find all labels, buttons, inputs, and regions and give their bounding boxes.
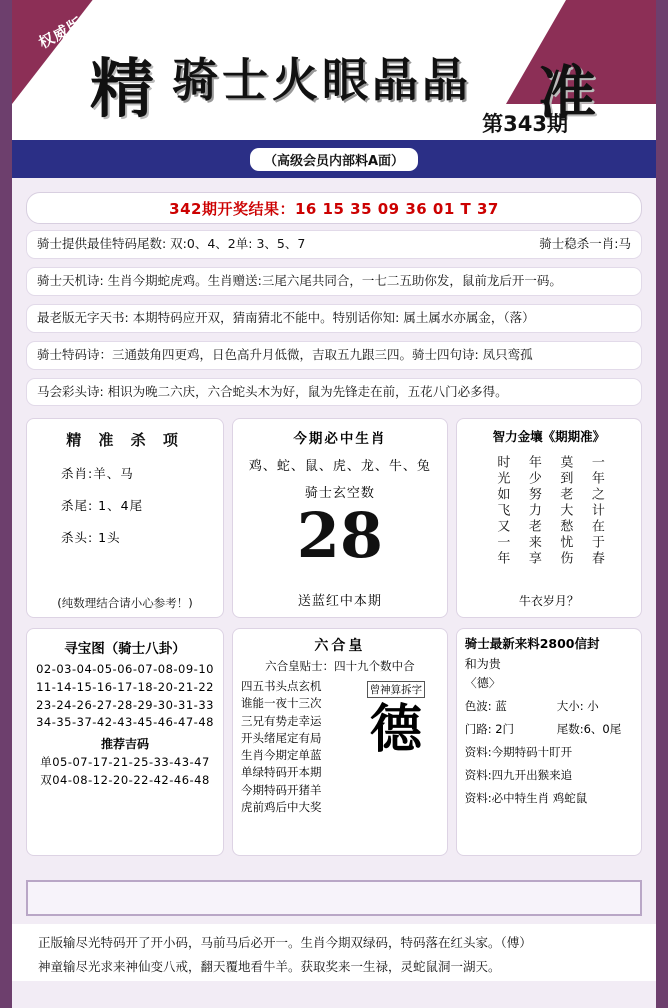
treasure-number-line: 34-35-37-42-43-45-46-47-48 (36, 715, 214, 730)
info-row (26, 230, 642, 259)
middle-panels (26, 418, 642, 618)
info-row-right: 骑士稳杀一肖:马 (539, 236, 631, 251)
blank-strip-fill (28, 882, 640, 914)
header-big-char: 精 (90, 52, 154, 127)
lucky-zodiac-list: 鸡、蛇、鼠、虎、龙、牛、兔 (248, 459, 431, 474)
poster-header (12, 0, 656, 140)
poem-column: 时光如飞又一年 (494, 455, 510, 567)
poem-column: 莫到老大愁忧伤 (557, 455, 573, 567)
liuhehuang-title: 六合皇 (314, 638, 366, 654)
info-row-left: 骑士天机诗: 生肖今期蛇虎鸡。生肖赠送:三尾六尾共同合，一七二五助你发，鼠前龙后开一码。 (37, 272, 562, 288)
gate-value: 门路: 2门 (464, 721, 515, 736)
color-wave-value: 色波: 蓝 (464, 698, 507, 713)
info-row (26, 267, 642, 296)
latest-material-brace: 〈德〉 (464, 675, 501, 690)
lucky-panel-footer: 送蓝红中本期 (297, 594, 382, 609)
verse-line: 虎前鸡后中大奖 (241, 799, 322, 814)
info-row (26, 378, 642, 407)
recommended-numbers-title: 推荐吉码 (101, 737, 150, 752)
kill-tail-line: 杀尾: 1、4尾 (61, 498, 144, 513)
verse-line: 开头绪尾定有局 (241, 730, 322, 745)
wisdom-poem-title: 智力金壤《期期准》 (492, 429, 606, 444)
liuhehuang-verses (241, 678, 353, 816)
treasure-map-panel (26, 628, 224, 856)
material-line: 资料:必中特生肖 鸡蛇鼠 (464, 790, 588, 805)
xuankong-number: 28 (296, 499, 384, 572)
treasure-number-line: 23-24-26-27-28-29-30-31-33 (36, 697, 214, 712)
liuhehuang-panel (232, 628, 448, 856)
poem-column: 年少努力老来享 (525, 455, 541, 567)
recommended-even-line: 双04-08-12-20-22-42-46-48 (40, 773, 210, 788)
kill-head-line: 杀头: 1头 (61, 530, 121, 545)
xuankong-label: 骑士玄空数 (304, 486, 375, 501)
material-line: 资料:今期特码十盯开 (464, 744, 573, 759)
verse-line: 生肖今期定单蓝 (241, 748, 322, 762)
verse-line: 谁能一夜十三次 (241, 696, 322, 711)
lucky-zodiac-panel (232, 418, 448, 618)
member-subtitle: （高级会员内部料A面） (250, 148, 418, 171)
wisdom-poem-footer: 牛衣岁月？ (518, 594, 579, 608)
wisdom-poem-columns (465, 455, 633, 580)
poem-column: 一年之计在于春 (588, 455, 604, 567)
footer-line: 神童输尽光求来神仙变八戒，翻天覆地看牛羊。获取奖来一生禄，灵蛇鼠洞一湖天。 (38, 958, 501, 974)
size-value: 大小: 小 (556, 698, 599, 713)
verse-line: 四五书头点玄机 (241, 679, 322, 693)
tail-value: 尾数:6、0尾 (556, 721, 622, 736)
header-title-right: 准 (537, 59, 596, 127)
fortune-stamp: 曾神算拆字 (367, 681, 426, 698)
verse-line: 三兄有势走幸运 (241, 713, 322, 728)
poster-inner (12, 0, 656, 1008)
treasure-number-line: 02-03-04-05-06-07-08-09-10 (36, 662, 214, 676)
fortune-big-char: 德 (369, 699, 422, 760)
info-row-left: 最老版无字天书: 本期特码应开双，猜南猜北不能中。特别话你知: 属土属水亦属金，（落） (37, 309, 535, 325)
poster-footer (12, 924, 656, 981)
page-title: 骑士火眼晶晶 (172, 53, 472, 107)
draw-result-text: 342期开奖结果：16 15 35 09 36 01 T 37 (169, 199, 499, 218)
treasure-map-title: 寻宝图（骑士八卦） (64, 641, 186, 657)
lower-panels (26, 628, 642, 856)
draw-result-banner (26, 192, 642, 224)
issue-number: 第343期 (482, 112, 568, 136)
liuhehuang-subtitle: 六合皇贴士：四十九个数中合 (265, 659, 415, 673)
kill-panel (26, 418, 224, 618)
treasure-number-line: 11-14-15-16-17-18-20-21-22 (36, 679, 214, 694)
info-row (26, 304, 642, 333)
kill-panel-note: (纯数理结合请小心参考！) (57, 596, 193, 610)
info-row (26, 341, 642, 370)
wisdom-poem-panel (456, 418, 642, 618)
authority-badge: 权威版 (35, 13, 87, 53)
recommended-odd-line: 单05-07-17-21-25-33-43-47 (40, 755, 210, 770)
lucky-zodiac-title: 今期必中生肖 (293, 431, 387, 447)
verse-line: 今期特码开猪羊 (241, 782, 322, 797)
kill-panel-title: 精 准 杀 项 (66, 431, 184, 449)
info-row-left: 马会彩头诗: 相识为晚二六庆，六合蛇头木为好，鼠为先锋走在前，五花八门必多得。 (37, 383, 508, 399)
kill-zodiac-line: 杀肖:羊、马 (61, 466, 134, 481)
blank-strip (26, 880, 642, 916)
latest-material-subtitle: 和为贵 (464, 656, 501, 671)
info-rows (26, 230, 642, 414)
latest-material-title: 骑士最新来料2800信封 (464, 636, 600, 651)
material-line: 资料:四九开出猴来追 (464, 767, 573, 782)
latest-material-panel (456, 628, 642, 856)
info-row-left: 骑士特码诗：三通鼓角四更鸡，日色高升月低微，吉取五九跟三四。骑士四句诗: 凤只鸾孤 (37, 346, 533, 362)
member-subtitle-bar (12, 140, 656, 178)
footer-line: 正版输尽光特码开了开小码，马前马后必开一。生肖今期双绿码，特码落在红头家。（傅） (38, 935, 532, 950)
info-row-left: 骑士提供最佳特码尾数: 双:0、4、2单: 3、5、7 (37, 236, 306, 251)
verse-line: 单绿特码开本期 (241, 765, 322, 780)
